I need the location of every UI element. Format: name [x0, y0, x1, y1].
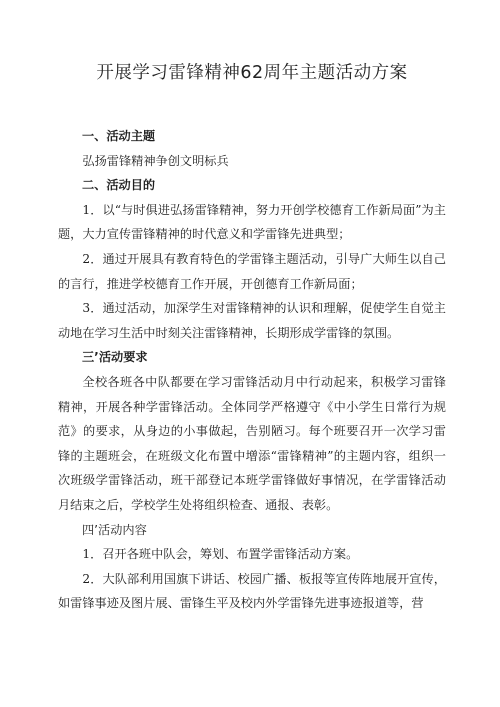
paragraph: 弘扬雷锋精神争创文明标兵: [82, 153, 229, 168]
section-heading-requirements: 三’活动要求: [82, 350, 148, 365]
section-heading-purpose: 二、活动目的: [82, 178, 156, 193]
paragraph: 2．通过开展具有教育特色的学雷锋主题活动，引导广大师生以自己的言行，推进学校德育工作开展，开创德育工作新局面；: [58, 251, 446, 291]
section-heading-theme: 一、活动主题: [82, 129, 156, 143]
paragraph: 1．召开各班中队会，筹划、布置学雷锋活动方案。: [82, 547, 359, 562]
paragraph: 2．大队部利用国旗下讲话、校园广播、板报等宣传阵地展开宣传，如雷锋事迹及图片展、雷锋生平及校内外学雷锋先进事迹报道等，营: [58, 571, 446, 611]
paragraph: 1．以“与时俱进弘扬雷锋精神，努力开创学校德育工作新局面”为主题，大力宣传雷锋精神的时代意义和学雷锋先进典型；: [58, 202, 446, 242]
document-title: 开展学习雷锋精神62周年主题活动方案: [96, 63, 408, 83]
paragraph: 全校各班各中队都要在学习雷锋活动月中行动起来，积极学习雷锋精神，开展各种学雷锋活动。全体同学严格遵守《中小学生日常行为规范》的要求，从身边的小事做起，告别陋习。每个班要召开一次学习雷锋的主题班会，在班级文化布置中增添“雷锋精神”的主题内容，组织一次班级学雷锋活动，班干部登记本班学雷锋做好事情况，在学雷锋活动月结束之后，学校学生处将组织检查、通报、表彰。: [58, 374, 446, 512]
paragraph: 3．通过活动，加深学生对雷锋精神的认识和理解，促使学生自觉主动地在学习生活中时刻关注雷锋精神，长期形成学雷锋的氛围。: [58, 301, 446, 340]
section-heading-content: 四’活动内容: [82, 522, 147, 537]
